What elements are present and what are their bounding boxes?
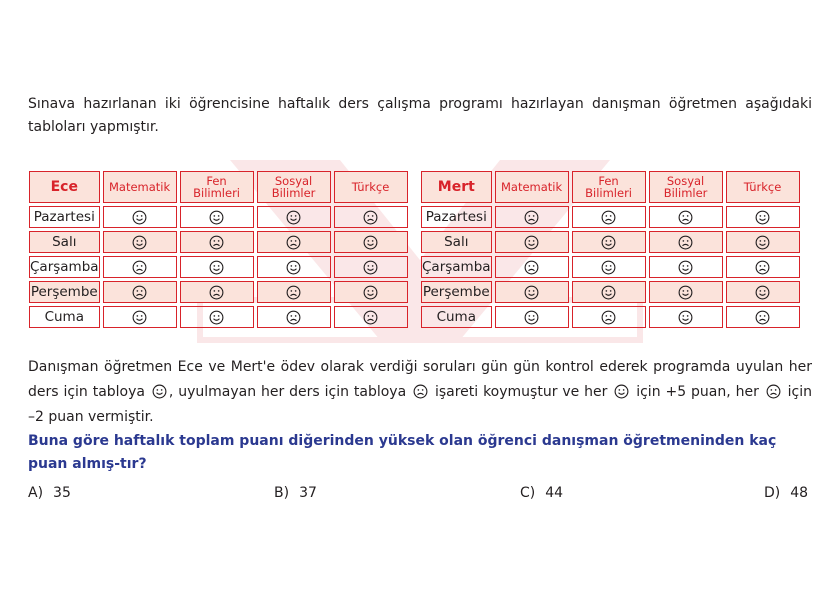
mark-cell — [180, 231, 254, 253]
sad-face-icon — [678, 235, 693, 250]
option-d[interactable] — [764, 485, 808, 501]
subject-line1: Fen — [598, 174, 619, 188]
mark-cell — [495, 231, 569, 253]
mark-cell — [495, 306, 569, 328]
subject-header — [180, 171, 254, 203]
table-row — [29, 206, 408, 228]
mark-cell — [180, 256, 254, 278]
subject-line1: Matematik — [108, 180, 171, 194]
table-row — [29, 281, 408, 303]
table-row — [421, 231, 800, 253]
sad-face-icon — [601, 310, 616, 325]
happy-face-icon — [286, 210, 301, 225]
sad-face-icon — [363, 310, 378, 325]
student-name: Ece — [29, 171, 100, 203]
table-row — [29, 306, 408, 328]
sad-face-icon — [363, 210, 378, 225]
mark-cell — [726, 256, 800, 278]
mark-cell — [572, 281, 646, 303]
mark-cell — [572, 256, 646, 278]
day-label: Çarşamba — [421, 256, 492, 278]
mark-cell — [103, 231, 177, 253]
happy-face-icon — [363, 260, 378, 275]
mark-cell — [726, 281, 800, 303]
sad-face-icon — [601, 210, 616, 225]
table-mert — [418, 168, 803, 331]
sad-face-icon — [286, 285, 301, 300]
mark-cell — [572, 231, 646, 253]
table-row — [421, 256, 800, 278]
subject-line1: Türkçe — [351, 180, 390, 194]
table-row — [421, 306, 800, 328]
mark-cell — [257, 306, 331, 328]
happy-face-icon — [601, 285, 616, 300]
day-label: Pazartesi — [421, 206, 492, 228]
day-label: Perşembe — [29, 281, 100, 303]
mark-cell — [649, 231, 723, 253]
mark-cell — [726, 206, 800, 228]
sad-face-icon — [132, 260, 147, 275]
subject-line1: Fen — [206, 174, 227, 188]
happy-face-icon — [678, 285, 693, 300]
mark-cell — [334, 306, 408, 328]
instructions-part3: işareti koymuştur ve her — [434, 384, 608, 400]
sad-face-icon — [286, 235, 301, 250]
day-label: Çarşamba — [29, 256, 100, 278]
happy-face-icon — [363, 285, 378, 300]
subject-header — [257, 171, 331, 203]
happy-face-icon — [132, 210, 147, 225]
mark-cell — [649, 306, 723, 328]
table-header-row — [29, 171, 408, 203]
table-row — [29, 231, 408, 253]
mark-cell — [334, 281, 408, 303]
happy-face-icon — [524, 285, 539, 300]
mark-cell — [726, 306, 800, 328]
option-label: A) — [28, 485, 44, 501]
subject-line2: Bilimler — [663, 186, 708, 200]
subject-header — [572, 171, 646, 203]
mark-cell — [257, 281, 331, 303]
happy-face-icon — [132, 235, 147, 250]
instructions-part2: , uyulmayan her ders için tabloya — [168, 384, 407, 400]
subject-header — [103, 171, 177, 203]
happy-face-icon — [614, 384, 629, 399]
day-label: Perşembe — [421, 281, 492, 303]
option-value: 48 — [790, 485, 809, 501]
option-value: 35 — [53, 485, 71, 501]
subject-line2: Bilimleri — [193, 186, 240, 200]
option-value: 37 — [299, 485, 317, 501]
mark-cell — [572, 206, 646, 228]
option-label: C) — [520, 485, 536, 501]
mark-cell — [495, 256, 569, 278]
mark-cell — [103, 256, 177, 278]
mark-cell — [257, 256, 331, 278]
day-label: Salı — [421, 231, 492, 253]
day-label: Cuma — [29, 306, 100, 328]
subject-header — [649, 171, 723, 203]
instructions-part1: Danışman öğretmen Ece ve Mert'e ödev olarak verdiği soruları gün gün kontrol ederek programda uyulan her ders için tabloya — [28, 359, 812, 400]
mark-cell — [649, 206, 723, 228]
table-row — [421, 281, 800, 303]
intro-text: Sınava hazırlanan iki öğrencisine haftalık ders çalışma programı hazırlayan danışman öğretmen aşağıdaki tabloları yapmıştır. — [28, 96, 812, 135]
option-value: 44 — [545, 485, 564, 501]
happy-face-icon — [132, 310, 147, 325]
option-label: D) — [764, 485, 781, 501]
option-label: B) — [274, 485, 290, 501]
mark-cell — [334, 231, 408, 253]
mark-cell — [334, 206, 408, 228]
happy-face-icon — [601, 235, 616, 250]
subject-line1: Matematik — [500, 180, 563, 194]
table-row — [29, 256, 408, 278]
option-a[interactable] — [28, 485, 71, 501]
happy-face-icon — [209, 310, 224, 325]
sad-face-icon — [755, 310, 770, 325]
day-label: Salı — [29, 231, 100, 253]
sad-face-icon — [209, 285, 224, 300]
mark-cell — [649, 281, 723, 303]
sad-face-icon — [524, 210, 539, 225]
happy-face-icon — [524, 310, 539, 325]
mark-cell — [103, 281, 177, 303]
subject-header — [334, 171, 408, 203]
mark-cell — [334, 256, 408, 278]
table-ece — [26, 168, 411, 331]
mark-cell — [726, 231, 800, 253]
mark-cell — [649, 256, 723, 278]
mark-cell — [257, 206, 331, 228]
happy-face-icon — [524, 235, 539, 250]
sad-face-icon — [132, 285, 147, 300]
table-header-row — [421, 171, 800, 203]
sad-face-icon — [678, 210, 693, 225]
happy-face-icon — [209, 210, 224, 225]
subject-line2: Bilimler — [271, 186, 316, 200]
happy-face-icon — [601, 260, 616, 275]
happy-face-icon — [286, 260, 301, 275]
subject-line1: Sosyal — [274, 174, 313, 188]
mark-cell — [180, 281, 254, 303]
mark-cell — [103, 206, 177, 228]
option-c[interactable] — [520, 485, 563, 501]
happy-face-icon — [755, 285, 770, 300]
mark-cell — [180, 206, 254, 228]
happy-face-icon — [678, 260, 693, 275]
subject-header — [495, 171, 569, 203]
happy-face-icon — [678, 310, 693, 325]
sad-face-icon — [755, 260, 770, 275]
sad-face-icon — [413, 384, 428, 399]
happy-face-icon — [209, 260, 224, 275]
subject-header — [726, 171, 800, 203]
sad-face-icon — [286, 310, 301, 325]
mark-cell — [495, 206, 569, 228]
mark-cell — [103, 306, 177, 328]
sad-face-icon — [766, 384, 781, 399]
sad-face-icon — [209, 235, 224, 250]
instructions-part4: için +5 puan, her — [636, 384, 759, 400]
happy-face-icon — [363, 235, 378, 250]
table-row — [421, 206, 800, 228]
day-label: Cuma — [421, 306, 492, 328]
mark-cell — [495, 281, 569, 303]
mark-cell — [572, 306, 646, 328]
subject-line1: Türkçe — [743, 180, 782, 194]
question-text: Buna göre haftalık toplam puanı diğerinden yüksek olan öğrenci danışman öğretmeninden kaç puan almış-tır? — [28, 433, 777, 472]
subject-line1: Sosyal — [666, 174, 705, 188]
day-label: Pazartesi — [29, 206, 100, 228]
instructions-part5: için –2 puan vermiştir. — [28, 384, 812, 425]
mark-cell — [257, 231, 331, 253]
mark-cell — [180, 306, 254, 328]
happy-face-icon — [755, 210, 770, 225]
subject-line2: Bilimleri — [585, 186, 632, 200]
instructions-text — [28, 355, 812, 430]
student-name: Mert — [421, 171, 492, 203]
sad-face-icon — [524, 260, 539, 275]
option-b[interactable] — [274, 485, 317, 501]
happy-face-icon — [755, 235, 770, 250]
happy-face-icon — [152, 384, 167, 399]
